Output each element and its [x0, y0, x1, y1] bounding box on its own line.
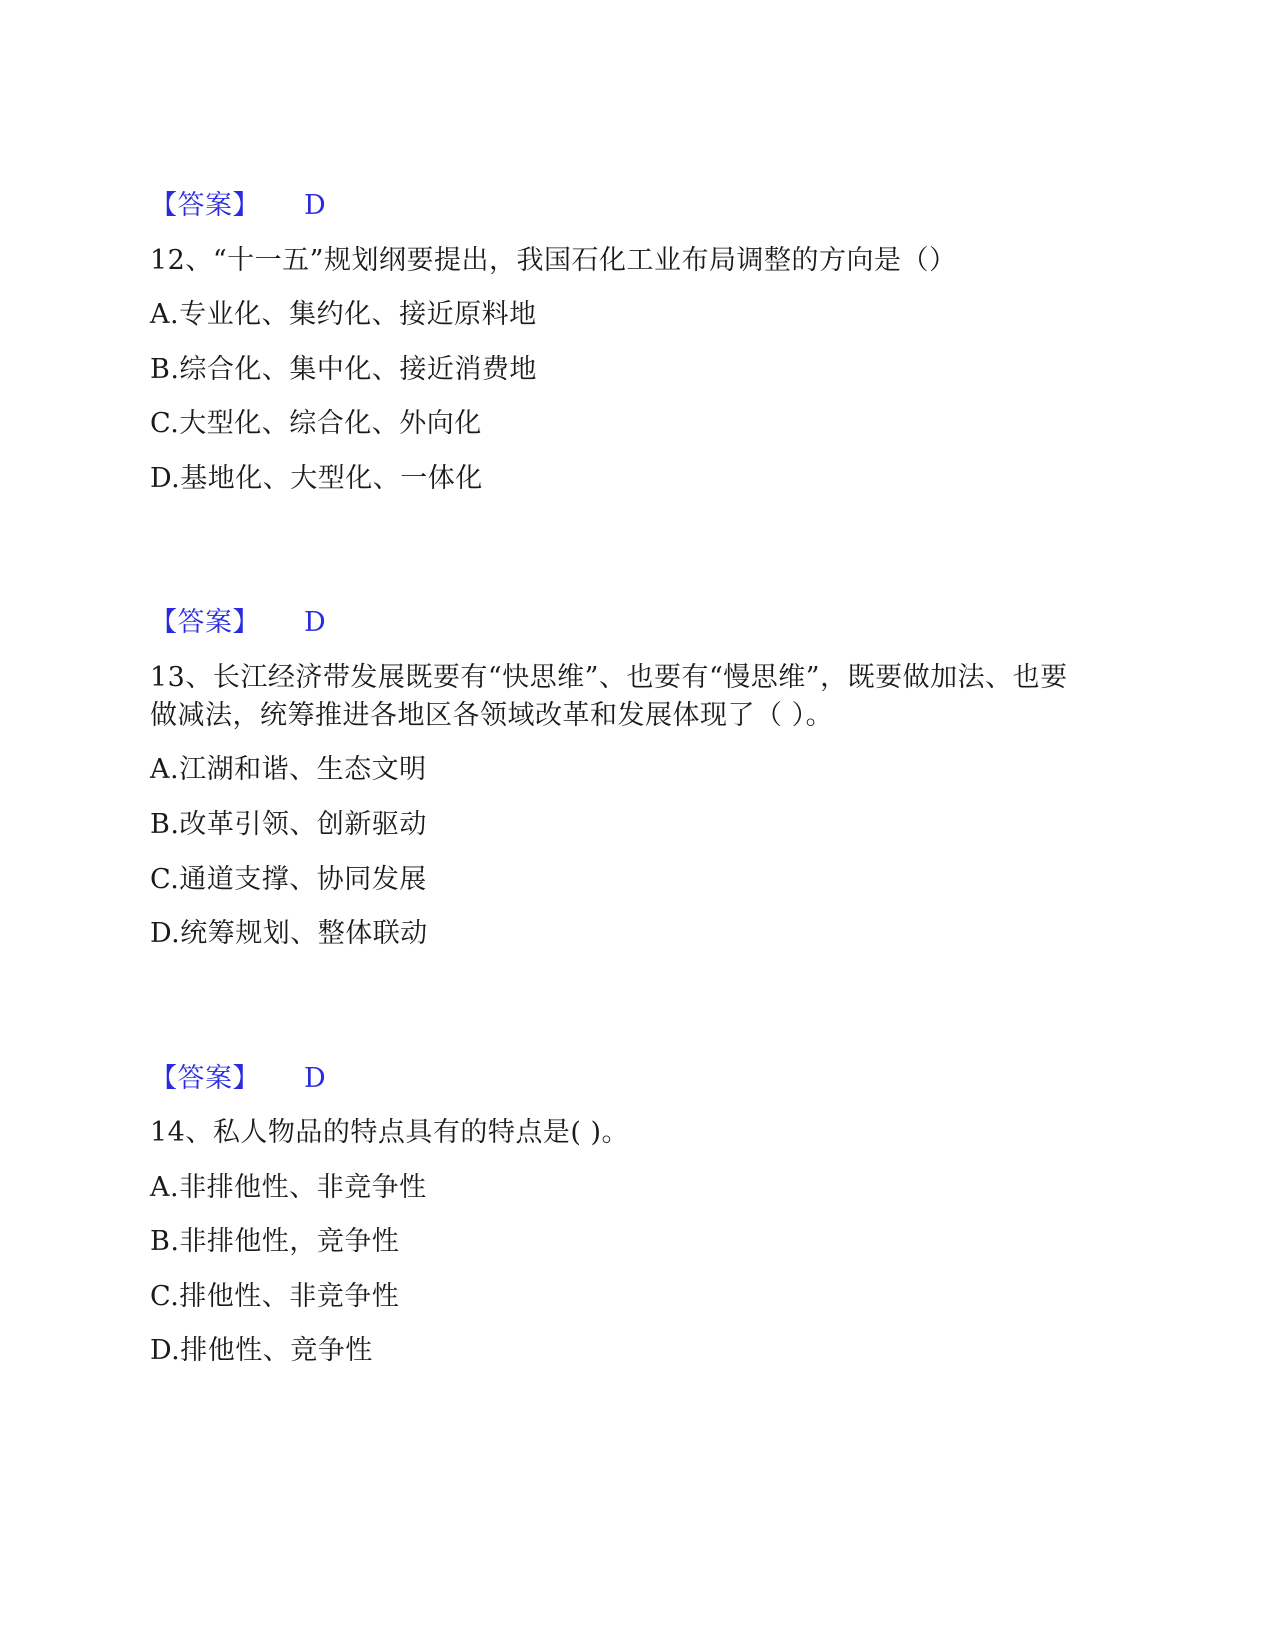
question-12-option-d: D.基地化、大型化、一体化 [150, 463, 483, 494]
answer-label: 【答案】 [150, 190, 260, 221]
answer-line-q13 [150, 1061, 326, 1097]
question-13-option-c: C.通道支撑、协同发展 [150, 864, 427, 895]
question-12-text: 12、“十一五”规划纲要提出，我国石化工业布局调整的方向是（） [150, 245, 957, 276]
question-13-option-b: B.改革引领、创新驱动 [150, 809, 427, 840]
question-14-option-d: D.排他性、竞争性 [150, 1335, 373, 1366]
question-14-text: 14、私人物品的特点具有的特点是( )。 [150, 1117, 630, 1148]
answer-value: D [304, 1063, 327, 1094]
question-13-option-a: A.江湖和谐、生态文明 [150, 754, 427, 785]
question-12-option-c: C.大型化、综合化、外向化 [150, 408, 482, 439]
question-14-option-c: C.排他性、非竞争性 [150, 1281, 400, 1312]
answer-label: 【答案】 [150, 1063, 260, 1094]
question-13-text-line2: 做减法，统筹推进各地区各领域改革和发展体现了（ ）。 [150, 700, 834, 731]
answer-value: D [304, 190, 327, 221]
question-12-option-a: A.专业化、集约化、接近原料地 [150, 299, 537, 330]
question-12-option-b: B.综合化、集中化、接近消费地 [150, 354, 537, 385]
question-14-option-a: A.非排他性、非竞争性 [150, 1172, 427, 1203]
question-13-option-d: D.统筹规划、整体联动 [150, 918, 428, 949]
question-13-text-line1: 13、长江经济带发展既要有“快思维”、也要有“慢思维”，既要做加法、也要 [150, 662, 1068, 693]
answer-value: D [304, 607, 327, 638]
answer-line-q12 [150, 605, 326, 641]
answer-line-q11 [150, 188, 326, 224]
question-14-option-b: B.非排他性，竞争性 [150, 1226, 400, 1257]
answer-label: 【答案】 [150, 607, 260, 638]
